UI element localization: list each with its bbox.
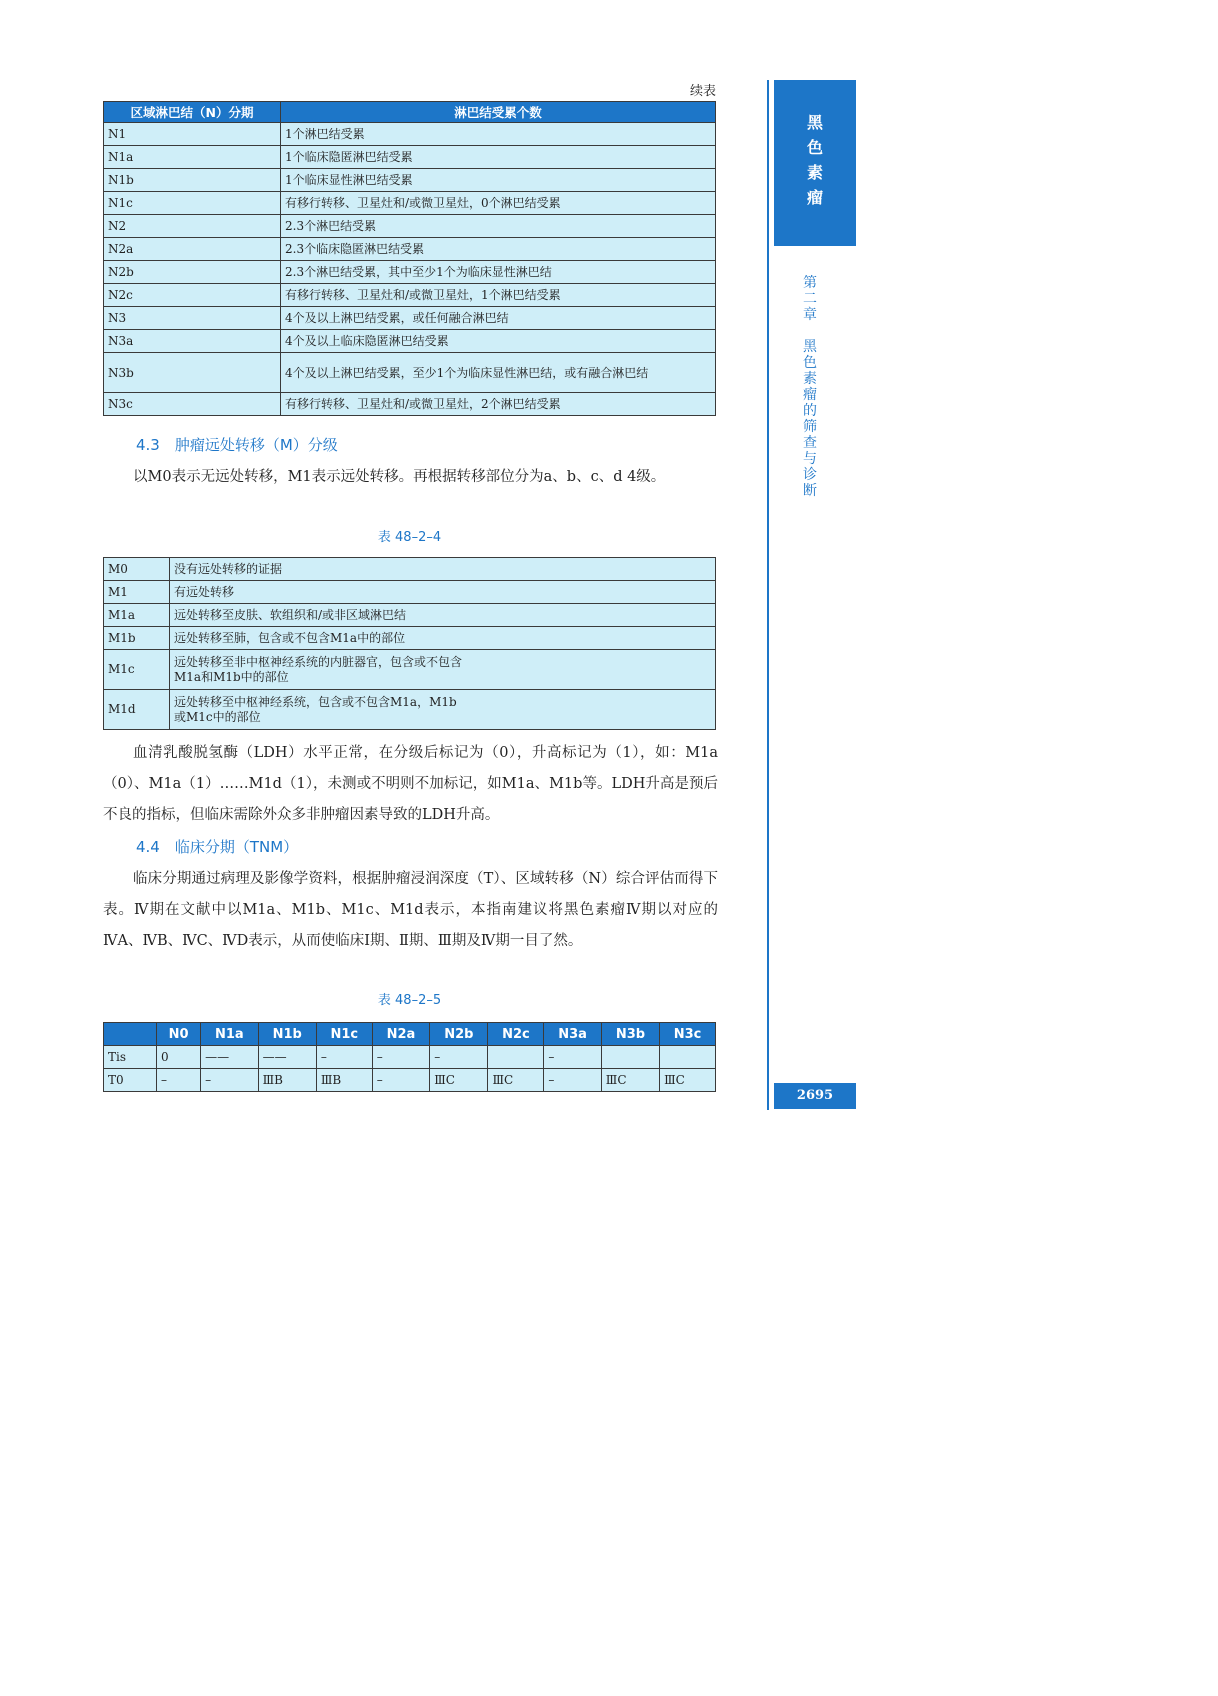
section-4-3-heading: 4.3 肿瘤远处转移（M）分级 <box>136 436 338 454</box>
table-48-2-5-caption: 表 48–2–5 <box>377 993 442 1008</box>
desc-cell: 远处转移至肺，包含或不包含M1a中的部位 <box>170 627 716 650</box>
stage-cell: M1a <box>104 604 170 627</box>
stage-value-cell: – <box>372 1069 429 1092</box>
stage-cell: N2 <box>104 215 281 238</box>
chapter-char: 筛 <box>803 419 817 435</box>
stage-value-cell: —— <box>258 1046 316 1069</box>
stage-value-cell: – <box>430 1046 488 1069</box>
chapter-char: 色 <box>803 355 817 371</box>
stage-value-cell: —— <box>201 1046 258 1069</box>
desc-cell: 远处转移至中枢神经系统，包含或不包含M1a，M1b或M1c中的部位 <box>170 690 716 730</box>
continued-label: 续表 <box>689 84 716 99</box>
tnm-header-n2b: N2b <box>430 1023 488 1046</box>
chapter-char: 的 <box>803 403 817 419</box>
desc-cell: 有移行转移、卫星灶和/或微卫星灶，0个淋巴结受累 <box>281 192 716 215</box>
desc-cell: 1个淋巴结受累 <box>281 123 716 146</box>
chapter-char: 黑 <box>803 339 817 355</box>
book-title-char: 素 <box>806 163 823 182</box>
stage-value-cell: ⅢC <box>660 1069 716 1092</box>
desc-cell: 4个及以上淋巴结受累，至少1个为临床显性淋巴结，或有融合淋巴结 <box>281 353 716 393</box>
chapter-char: 断 <box>803 483 817 499</box>
table-row <box>104 330 716 353</box>
sidebar-divider <box>767 80 769 1110</box>
table-48-2-4-caption: 表 48–2–4 <box>377 530 442 545</box>
page-number: 2695 <box>774 1083 856 1109</box>
stage-cell: N1c <box>104 192 281 215</box>
n-stage-table <box>103 101 716 416</box>
stage-value-cell: – <box>316 1046 372 1069</box>
stage-cell: N2b <box>104 261 281 284</box>
tnm-header-n3b: N3b <box>601 1023 659 1046</box>
desc-cell: 有远处转移 <box>170 581 716 604</box>
stage-value-cell <box>601 1046 659 1069</box>
desc-cell: 1个临床显性淋巴结受累 <box>281 169 716 192</box>
stage-value-cell <box>488 1046 544 1069</box>
book-title-char: 瘤 <box>806 188 823 207</box>
book-title-char: 色 <box>806 138 823 157</box>
stage-cell: M1d <box>104 690 170 730</box>
chapter-char: 诊 <box>803 467 817 483</box>
table-row <box>104 393 716 416</box>
stage-cell: N3 <box>104 307 281 330</box>
stage-value-cell: – <box>544 1069 601 1092</box>
table-row <box>104 215 716 238</box>
stage-cell: N1a <box>104 146 281 169</box>
section-4-4-heading: 4.4 临床分期（TNM） <box>136 838 299 856</box>
chapter-char: 与 <box>803 451 817 467</box>
stage-cell: M1 <box>104 581 170 604</box>
stage-cell: M1b <box>104 627 170 650</box>
table-row <box>104 581 716 604</box>
desc-cell: 2.3个临床隐匿淋巴结受累 <box>281 238 716 261</box>
table-row <box>104 1046 716 1069</box>
tnm-header-corner <box>104 1023 157 1046</box>
tnm-stage-table <box>103 1022 716 1092</box>
stage-cell: N2c <box>104 284 281 307</box>
book-title-tab <box>774 80 856 246</box>
stage-cell: N3c <box>104 393 281 416</box>
stage-value-cell: – <box>201 1069 258 1092</box>
chapter-char: 章 <box>803 307 817 323</box>
stage-cell: N3b <box>104 353 281 393</box>
desc-cell: 4个及以上淋巴结受累，或任何融合淋巴结 <box>281 307 716 330</box>
desc-cell: 远处转移至皮肤、软组织和/或非区域淋巴结 <box>170 604 716 627</box>
table-row <box>104 1069 716 1092</box>
chapter-char <box>795 323 825 339</box>
table-row <box>104 558 716 581</box>
stage-cell: N2a <box>104 238 281 261</box>
table-row <box>104 169 716 192</box>
tnm-header-n1a: N1a <box>201 1023 258 1046</box>
stage-cell: M0 <box>104 558 170 581</box>
tnm-header-n1b: N1b <box>258 1023 316 1046</box>
tnm-header-n2a: N2a <box>372 1023 429 1046</box>
tnm-header-n2c: N2c <box>488 1023 544 1046</box>
tnm-header-n1c: N1c <box>316 1023 372 1046</box>
stage-value-cell <box>660 1046 716 1069</box>
stage-value-cell: ⅢC <box>601 1069 659 1092</box>
ldh-paragraph: 血清乳酸脱氢酶（LDH）水平正常，在分级后标记为（0），升高标记为（1），如：M1a（0）、M1a（1）……M1d（1），未测或不明则不加标记，如M1a、M1b等。LDH升高是预后不良的指标，但临床需除外众多非肿瘤因素导致的LDH升高。 <box>103 745 718 823</box>
stage-value-cell: ⅢC <box>488 1069 544 1092</box>
tnm-header-n3a: N3a <box>544 1023 601 1046</box>
table-row <box>104 690 716 730</box>
m-stage-table <box>103 557 716 730</box>
table-row <box>104 650 716 690</box>
tnm-header-n3c: N3c <box>660 1023 716 1046</box>
stage-value-cell: – <box>157 1069 201 1092</box>
desc-cell: 2.3个淋巴结受累，其中至少1个为临床显性淋巴结 <box>281 261 716 284</box>
stage-value-cell: ⅢB <box>258 1069 316 1092</box>
desc-cell: 没有远处转移的证据 <box>170 558 716 581</box>
desc-cell: 远处转移至非中枢神经系统的内脏器官，包含或不包含M1a和M1b中的部位 <box>170 650 716 690</box>
table-row <box>104 307 716 330</box>
chapter-char: 查 <box>803 435 817 451</box>
stage-cell: N3a <box>104 330 281 353</box>
desc-cell: 4个及以上临床隐匿淋巴结受累 <box>281 330 716 353</box>
chapter-char: 第 <box>803 275 817 291</box>
table-row <box>104 261 716 284</box>
table-row <box>104 192 716 215</box>
section-4-4-paragraph: 临床分期通过病理及影像学资料，根据肿瘤浸润深度（T）、区域转移（N）综合评估而得下表。Ⅳ期在文献中以M1a、M1b、M1c、M1d表示，本指南建议将黑色素瘤Ⅳ期以对应的ⅣA、ⅣB、ⅣC、ⅣD表示，从而使临床Ⅰ期、Ⅱ期、Ⅲ期及Ⅳ期一目了然。 <box>103 871 718 949</box>
table-row <box>104 284 716 307</box>
table-row <box>104 353 716 393</box>
table-row <box>104 238 716 261</box>
stage-cell: N1b <box>104 169 281 192</box>
table-row <box>104 123 716 146</box>
table-row <box>104 604 716 627</box>
stage-cell: M1c <box>104 650 170 690</box>
n-table-header-stage: 区域淋巴结（N）分期 <box>104 102 281 123</box>
table-row <box>104 627 716 650</box>
chapter-char: 瘤 <box>803 387 817 403</box>
chapter-char: 二 <box>803 291 817 307</box>
stage-value-cell: – <box>372 1046 429 1069</box>
desc-cell: 1个临床隐匿淋巴结受累 <box>281 146 716 169</box>
n-table-header-count: 淋巴结受累个数 <box>281 102 716 123</box>
tnm-header-n0: N0 <box>157 1023 201 1046</box>
book-title-char: 黑 <box>806 113 823 132</box>
stage-value-cell: ⅢC <box>430 1069 488 1092</box>
stage-value-cell: – <box>544 1046 601 1069</box>
stage-value-cell: 0 <box>157 1046 201 1069</box>
chapter-title-vertical <box>795 275 825 499</box>
section-4-3-paragraph: 以M0表示无远处转移，M1表示远处转移。再根据转移部位分为a、b、c、d 4级。 <box>133 469 666 485</box>
stage-value-cell: ⅢB <box>316 1069 372 1092</box>
chapter-char: 素 <box>803 371 817 387</box>
desc-cell: 2.3个淋巴结受累 <box>281 215 716 238</box>
desc-cell: 有移行转移、卫星灶和/或微卫星灶，2个淋巴结受累 <box>281 393 716 416</box>
t-stage-cell: T0 <box>104 1069 157 1092</box>
stage-cell: N1 <box>104 123 281 146</box>
table-row <box>104 146 716 169</box>
desc-cell: 有移行转移、卫星灶和/或微卫星灶，1个淋巴结受累 <box>281 284 716 307</box>
t-stage-cell: Tis <box>104 1046 157 1069</box>
